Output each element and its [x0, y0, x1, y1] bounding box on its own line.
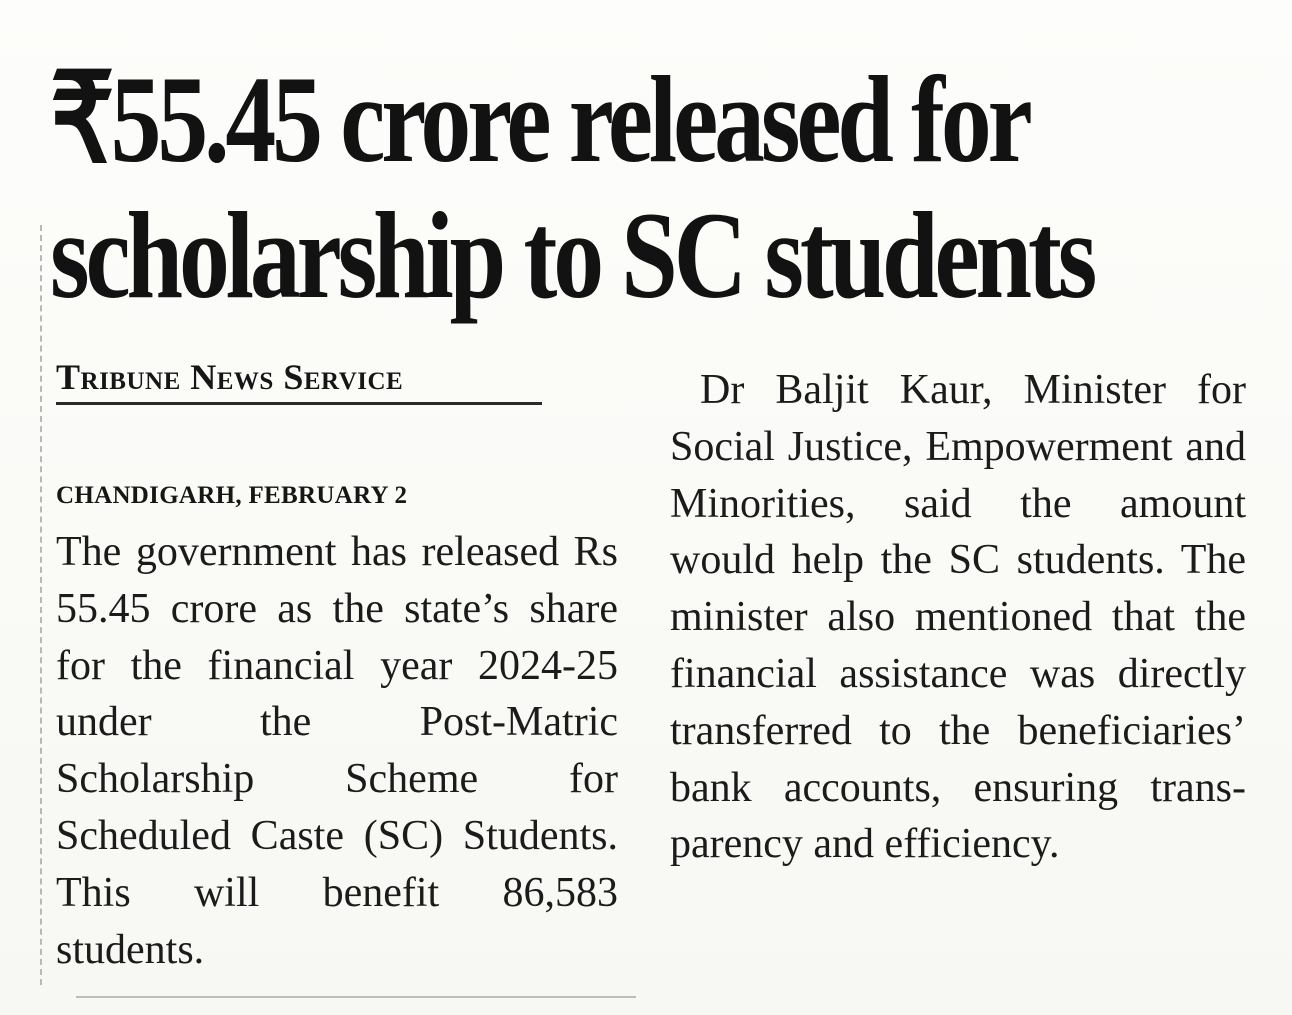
dateline: CHANDIGARH, FEBRUARY 2 — [56, 482, 408, 509]
byline: Tribune News Service — [56, 356, 542, 405]
body-paragraph-1: The government has released Rs 55.45 crore as the state’s share for the financial year 2024-25 under the Post-Matric Scholarship Scheme for Scheduled Caste (SC) Students. This will benefit 86,583 students. — [56, 529, 618, 973]
headline-line-2: scholarship to SC students — [50, 187, 1094, 324]
divider — [76, 996, 636, 998]
column-border — [40, 225, 42, 985]
body-paragraph-2 — [670, 362, 1246, 873]
headline-line-1: ₹55.45 crore released for — [50, 51, 1029, 188]
headline — [50, 51, 1094, 324]
body-paragraph-2-text: Dr Baljit Kaur, Minister for Social Justice, Empowerment and Minorities, said the amount would help the SC students. The minister also mentioned that the financial assistance was directly transferred to the beneficiaries’ bank accounts, ensuring transparency and efficiency. — [670, 367, 1246, 868]
